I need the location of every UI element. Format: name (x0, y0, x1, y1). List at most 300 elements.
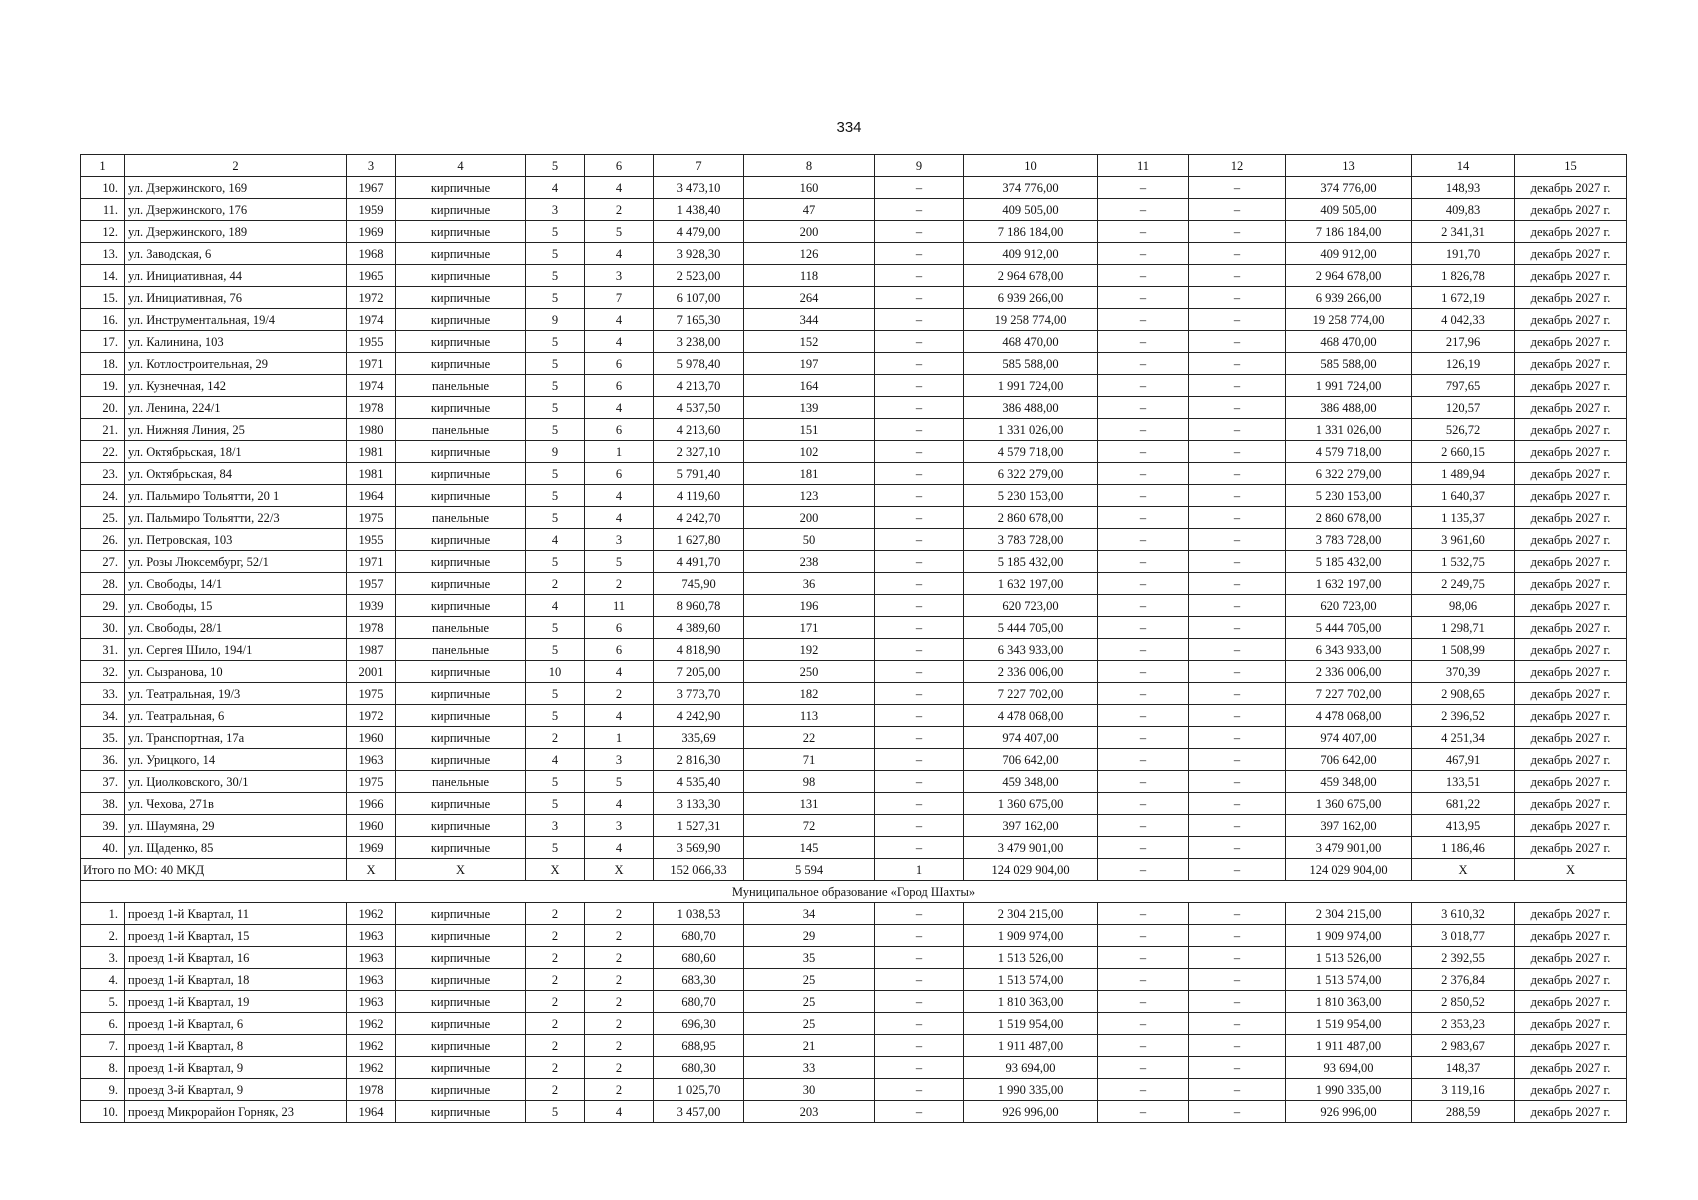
table-cell: 585 588,00 (1286, 353, 1412, 375)
table-cell: проезд 1-й Квартал, 11 (125, 903, 347, 925)
table-cell: декабрь 2027 г. (1515, 419, 1627, 441)
table-cell: – (875, 727, 964, 749)
table-cell: 2 850,52 (1412, 991, 1515, 1013)
table-cell: – (1189, 1013, 1286, 1035)
table-cell: 8. (81, 1057, 125, 1079)
table-cell: 5 (526, 705, 585, 727)
table-cell: 926 996,00 (1286, 1101, 1412, 1123)
table-cell: – (875, 331, 964, 353)
table-cell: 4 389,60 (654, 617, 744, 639)
table-cell: 344 (744, 309, 875, 331)
table-cell: – (1189, 595, 1286, 617)
table-cell: 2 816,30 (654, 749, 744, 771)
table-cell: декабрь 2027 г. (1515, 287, 1627, 309)
table-cell: – (1189, 683, 1286, 705)
table-cell: ул. Кузнечная, 142 (125, 375, 347, 397)
table-cell: 5 (526, 353, 585, 375)
table-cell: 17. (81, 331, 125, 353)
table-cell: 148,93 (1412, 177, 1515, 199)
table-cell: ул. Дзержинского, 189 (125, 221, 347, 243)
table-cell: 145 (744, 837, 875, 859)
table-cell: – (875, 463, 964, 485)
table-cell: 681,22 (1412, 793, 1515, 815)
register-body (81, 155, 1627, 1123)
table-cell: декабрь 2027 г. (1515, 1101, 1627, 1123)
table-cell: 409 912,00 (964, 243, 1098, 265)
table-cell: 5 (526, 265, 585, 287)
table-cell: 5 (526, 793, 585, 815)
table-cell: – (1189, 287, 1286, 309)
table-row (81, 617, 1627, 639)
column-number-cell: 1 (81, 155, 125, 177)
table-cell: 21 (744, 1035, 875, 1057)
table-cell: 1 527,31 (654, 815, 744, 837)
table-cell: 386 488,00 (1286, 397, 1412, 419)
table-cell: 5. (81, 991, 125, 1013)
table-cell: – (875, 947, 964, 969)
table-cell: 1963 (347, 749, 396, 771)
table-cell: 2 (585, 1057, 654, 1079)
table-cell: 1978 (347, 1079, 396, 1101)
table-cell: 797,65 (1412, 375, 1515, 397)
table-cell: 123 (744, 485, 875, 507)
table-cell: 4 (585, 1101, 654, 1123)
table-row (81, 353, 1627, 375)
table-cell: – (1189, 793, 1286, 815)
table-cell: ул. Нижняя Линия, 25 (125, 419, 347, 441)
table-cell: 2 660,15 (1412, 441, 1515, 463)
total-cell: 5 594 (744, 859, 875, 881)
table-cell: 34 (744, 903, 875, 925)
table-cell: 1965 (347, 265, 396, 287)
table-cell: 4 119,60 (654, 485, 744, 507)
table-cell: 164 (744, 375, 875, 397)
table-cell: – (1098, 683, 1189, 705)
table-cell: декабрь 2027 г. (1515, 309, 1627, 331)
table-cell: – (875, 1079, 964, 1101)
table-cell: 974 407,00 (1286, 727, 1412, 749)
table-cell: 4 (585, 177, 654, 199)
table-cell: 34. (81, 705, 125, 727)
table-cell: 1 826,78 (1412, 265, 1515, 287)
table-cell: кирпичные (396, 705, 526, 727)
table-cell: 10. (81, 177, 125, 199)
table-cell: – (1098, 705, 1189, 727)
table-cell: 3 479 901,00 (1286, 837, 1412, 859)
table-cell: – (875, 617, 964, 639)
table-cell: 706 642,00 (1286, 749, 1412, 771)
table-row (81, 661, 1627, 683)
table-cell: ул. Шаумяна, 29 (125, 815, 347, 837)
table-cell: кирпичные (396, 793, 526, 815)
table-cell: 2 (526, 947, 585, 969)
table-cell: – (1098, 947, 1189, 969)
table-cell: 1955 (347, 331, 396, 353)
table-cell: ул. Инициативная, 44 (125, 265, 347, 287)
table-cell: 1 489,94 (1412, 463, 1515, 485)
table-cell: 1 672,19 (1412, 287, 1515, 309)
table-cell: декабрь 2027 г. (1515, 771, 1627, 793)
table-cell: – (1189, 1079, 1286, 1101)
table-cell: 5 (585, 221, 654, 243)
table-cell: 2 (526, 925, 585, 947)
table-cell: – (1098, 749, 1189, 771)
table-cell: – (1189, 573, 1286, 595)
page-number: 334 (836, 119, 862, 136)
table-cell: – (1098, 661, 1189, 683)
table-cell: 217,96 (1412, 331, 1515, 353)
table-cell: 7 (585, 287, 654, 309)
table-cell: проезд 1-й Квартал, 16 (125, 947, 347, 969)
table-cell: 467,91 (1412, 749, 1515, 771)
table-cell: 3 928,30 (654, 243, 744, 265)
table-cell: – (1098, 199, 1189, 221)
table-cell: 1962 (347, 1057, 396, 1079)
column-number-row (81, 155, 1627, 177)
table-cell: 2 (526, 1013, 585, 1035)
table-cell: – (1189, 221, 1286, 243)
table-cell: кирпичные (396, 287, 526, 309)
table-cell: 47 (744, 199, 875, 221)
table-cell: – (1189, 749, 1286, 771)
table-cell: 1 360 675,00 (964, 793, 1098, 815)
table-cell: декабрь 2027 г. (1515, 815, 1627, 837)
table-cell: декабрь 2027 г. (1515, 375, 1627, 397)
table-cell: декабрь 2027 г. (1515, 1079, 1627, 1101)
table-cell: 4 (585, 793, 654, 815)
table-cell: кирпичные (396, 1057, 526, 1079)
table-cell: 1 810 363,00 (964, 991, 1098, 1013)
table-cell: 1 (585, 727, 654, 749)
table-cell: – (875, 573, 964, 595)
table-cell: ул. Пальмиро Тольятти, 22/3 (125, 507, 347, 529)
table-cell: 5 (526, 551, 585, 573)
table-cell: 35. (81, 727, 125, 749)
table-cell: кирпичные (396, 463, 526, 485)
table-row (81, 1079, 1627, 1101)
table-cell: 5 978,40 (654, 353, 744, 375)
table-cell: ул. Инициативная, 76 (125, 287, 347, 309)
table-cell: 2 (585, 947, 654, 969)
table-cell: 2 (526, 1079, 585, 1101)
table-cell: – (875, 661, 964, 683)
table-cell: 5 (526, 507, 585, 529)
table-cell: – (1098, 309, 1189, 331)
table-cell: – (875, 243, 964, 265)
table-row (81, 749, 1627, 771)
table-cell: декабрь 2027 г. (1515, 397, 1627, 419)
table-cell: 25. (81, 507, 125, 529)
table-cell: 2 327,10 (654, 441, 744, 463)
table-cell: 7 205,00 (654, 661, 744, 683)
table-cell: 11 (585, 595, 654, 617)
table-cell: 1980 (347, 419, 396, 441)
table-cell: 7 227 702,00 (1286, 683, 1412, 705)
table-row (81, 903, 1627, 925)
table-cell: декабрь 2027 г. (1515, 969, 1627, 991)
table-cell: декабрь 2027 г. (1515, 331, 1627, 353)
table-cell: 5 (526, 287, 585, 309)
table-cell: 2 336 006,00 (1286, 661, 1412, 683)
table-cell: 31. (81, 639, 125, 661)
table-cell: – (1098, 903, 1189, 925)
table-cell: 1959 (347, 199, 396, 221)
table-cell: 2 (585, 925, 654, 947)
table-cell: 1 360 675,00 (1286, 793, 1412, 815)
table-cell: 1 990 335,00 (1286, 1079, 1412, 1101)
table-cell: 696,30 (654, 1013, 744, 1035)
table-cell: – (875, 749, 964, 771)
table-cell: 18. (81, 353, 125, 375)
table-cell: – (1098, 1057, 1189, 1079)
table-cell: 30. (81, 617, 125, 639)
table-cell: – (1189, 265, 1286, 287)
table-cell: 620 723,00 (1286, 595, 1412, 617)
table-cell: – (1098, 595, 1189, 617)
table-cell: кирпичные (396, 661, 526, 683)
table-cell: – (875, 705, 964, 727)
table-cell: – (1189, 243, 1286, 265)
table-cell: – (1189, 617, 1286, 639)
table-cell: 1 911 487,00 (964, 1035, 1098, 1057)
table-cell: 2 (585, 1035, 654, 1057)
table-cell: ул. Урицкого, 14 (125, 749, 347, 771)
table-cell: 1955 (347, 529, 396, 551)
table-cell: 974 407,00 (964, 727, 1098, 749)
table-cell: ул. Сызранова, 10 (125, 661, 347, 683)
table-cell: – (875, 375, 964, 397)
table-cell: панельные (396, 419, 526, 441)
table-cell: 5 230 153,00 (1286, 485, 1412, 507)
table-cell: декабрь 2027 г. (1515, 1035, 1627, 1057)
table-cell: 93 694,00 (964, 1057, 1098, 1079)
table-cell: – (875, 771, 964, 793)
table-cell: – (875, 177, 964, 199)
table-cell: 203 (744, 1101, 875, 1123)
table-cell: 680,70 (654, 991, 744, 1013)
table-cell: 4 478 068,00 (1286, 705, 1412, 727)
table-cell: 1 135,37 (1412, 507, 1515, 529)
table-cell: – (875, 551, 964, 573)
table-row (81, 375, 1627, 397)
table-cell: 5 (526, 419, 585, 441)
table-cell: 3 018,77 (1412, 925, 1515, 947)
table-cell: 6 343 933,00 (1286, 639, 1412, 661)
table-cell: 20. (81, 397, 125, 419)
column-number-cell: 11 (1098, 155, 1189, 177)
table-cell: кирпичные (396, 485, 526, 507)
table-cell: ул. Петровская, 103 (125, 529, 347, 551)
table-cell: ул. Розы Люксембург, 52/1 (125, 551, 347, 573)
table-cell: 1962 (347, 1013, 396, 1035)
table-cell: 1 (585, 441, 654, 463)
table-cell: 1957 (347, 573, 396, 595)
table-cell: ул. Заводская, 6 (125, 243, 347, 265)
column-number-cell: 9 (875, 155, 964, 177)
table-cell: 1 519 954,00 (964, 1013, 1098, 1035)
table-cell: 4 479,00 (654, 221, 744, 243)
table-cell: 2 (526, 727, 585, 749)
total-cell: 124 029 904,00 (1286, 859, 1412, 881)
table-cell: 11. (81, 199, 125, 221)
table-cell: ул. Пальмиро Тольятти, 20 1 (125, 485, 347, 507)
table-cell: – (1098, 969, 1189, 991)
table-cell: 1960 (347, 815, 396, 837)
table-cell: 23. (81, 463, 125, 485)
table-cell: 370,39 (1412, 661, 1515, 683)
table-cell: 4. (81, 969, 125, 991)
table-cell: – (1189, 375, 1286, 397)
table-cell: декабрь 2027 г. (1515, 683, 1627, 705)
table-cell: 468 470,00 (964, 331, 1098, 353)
table-cell: декабрь 2027 г. (1515, 485, 1627, 507)
table-cell: 1969 (347, 837, 396, 859)
table-cell: 24. (81, 485, 125, 507)
table-cell: 1966 (347, 793, 396, 815)
table-cell: 15. (81, 287, 125, 309)
table-cell: 5 (526, 771, 585, 793)
table-cell: ул. Октябрьская, 84 (125, 463, 347, 485)
table-row (81, 969, 1627, 991)
table-cell: 1. (81, 903, 125, 925)
table-cell: – (875, 1013, 964, 1035)
table-cell: – (1189, 1057, 1286, 1079)
table-cell: 131 (744, 793, 875, 815)
table-cell: 1 810 363,00 (1286, 991, 1412, 1013)
table-row (81, 705, 1627, 727)
table-cell: 745,90 (654, 573, 744, 595)
table-cell: кирпичные (396, 331, 526, 353)
table-cell: 397 162,00 (964, 815, 1098, 837)
table-cell: – (1098, 441, 1189, 463)
table-cell: 1968 (347, 243, 396, 265)
table-cell: 22. (81, 441, 125, 463)
table-cell: 148,37 (1412, 1057, 1515, 1079)
table-cell: 6 (585, 463, 654, 485)
table-row (81, 287, 1627, 309)
table-cell: 39. (81, 815, 125, 837)
table-cell: 397 162,00 (1286, 815, 1412, 837)
table-cell: 151 (744, 419, 875, 441)
table-cell: 1963 (347, 947, 396, 969)
table-cell: панельные (396, 771, 526, 793)
table-cell: – (1098, 1013, 1189, 1035)
table-cell: 4 251,34 (1412, 727, 1515, 749)
table-cell: 1 640,37 (1412, 485, 1515, 507)
table-cell: 3. (81, 947, 125, 969)
table-cell: проезд 1-й Квартал, 8 (125, 1035, 347, 1057)
table-cell: 680,30 (654, 1057, 744, 1079)
table-cell: 1 991 724,00 (1286, 375, 1412, 397)
table-cell: – (875, 1057, 964, 1079)
table-cell: 139 (744, 397, 875, 419)
table-cell: 1978 (347, 397, 396, 419)
table-cell: 3 (585, 529, 654, 551)
total-cell: 124 029 904,00 (964, 859, 1098, 881)
table-cell: – (1189, 485, 1286, 507)
table-cell: 26. (81, 529, 125, 551)
total-cell: Х (1515, 859, 1627, 881)
table-cell: 5 (526, 1101, 585, 1123)
table-cell: 1 991 724,00 (964, 375, 1098, 397)
table-cell: 1 632 197,00 (1286, 573, 1412, 595)
column-number-cell: 3 (347, 155, 396, 177)
table-cell: 7 227 702,00 (964, 683, 1098, 705)
table-cell: 2 860 678,00 (964, 507, 1098, 529)
column-number-cell: 4 (396, 155, 526, 177)
table-cell: 2 983,67 (1412, 1035, 1515, 1057)
table-cell: 374 776,00 (964, 177, 1098, 199)
table-cell: 2001 (347, 661, 396, 683)
table-cell: 2 353,23 (1412, 1013, 1515, 1035)
table-cell: декабрь 2027 г. (1515, 837, 1627, 859)
table-cell: 1967 (347, 177, 396, 199)
table-cell: – (875, 837, 964, 859)
table-cell: – (1189, 441, 1286, 463)
total-label: Итого по МО: 40 МКД (81, 859, 347, 881)
table-cell: 1960 (347, 727, 396, 749)
table-cell: проезд 1-й Квартал, 15 (125, 925, 347, 947)
table-cell: 38. (81, 793, 125, 815)
table-cell: 29 (744, 925, 875, 947)
table-cell: 6 939 266,00 (964, 287, 1098, 309)
table-cell: – (1189, 331, 1286, 353)
table-cell: 2 908,65 (1412, 683, 1515, 705)
table-cell: 1 331 026,00 (964, 419, 1098, 441)
table-cell: – (1098, 177, 1189, 199)
table-cell: декабрь 2027 г. (1515, 705, 1627, 727)
table-cell: 4 535,40 (654, 771, 744, 793)
table-cell: проезд 1-й Квартал, 19 (125, 991, 347, 1013)
table-cell: – (1098, 353, 1189, 375)
table-cell: 36 (744, 573, 875, 595)
table-cell: 6 (585, 639, 654, 661)
table-row (81, 1013, 1627, 1035)
table-cell: панельные (396, 639, 526, 661)
table-cell: декабрь 2027 г. (1515, 727, 1627, 749)
table-cell: ул. Чехова, 271в (125, 793, 347, 815)
table-cell: – (1189, 991, 1286, 1013)
table-cell: 1987 (347, 639, 396, 661)
table-row (81, 551, 1627, 573)
table-cell: 3 238,00 (654, 331, 744, 353)
table-cell: 2 (585, 573, 654, 595)
table-cell: 5 (526, 485, 585, 507)
table-cell: 926 996,00 (964, 1101, 1098, 1123)
table-cell: 5 230 153,00 (964, 485, 1098, 507)
table-cell: 6 343 933,00 (964, 639, 1098, 661)
table-row (81, 441, 1627, 463)
table-cell: 4 (585, 705, 654, 727)
table-cell: кирпичные (396, 309, 526, 331)
table-cell: 32. (81, 661, 125, 683)
table-row (81, 573, 1627, 595)
table-cell: 4 (585, 397, 654, 419)
table-cell: 1972 (347, 705, 396, 727)
table-row (81, 221, 1627, 243)
table-cell: 4 042,33 (1412, 309, 1515, 331)
table-cell: 126 (744, 243, 875, 265)
table-cell: 19. (81, 375, 125, 397)
table-cell: 1981 (347, 463, 396, 485)
table-cell: – (875, 639, 964, 661)
table-cell: – (1098, 551, 1189, 573)
table-row (81, 1057, 1627, 1079)
table-cell: 33 (744, 1057, 875, 1079)
column-number-cell: 14 (1412, 155, 1515, 177)
table-cell: 1 513 526,00 (964, 947, 1098, 969)
table-cell: 1963 (347, 925, 396, 947)
